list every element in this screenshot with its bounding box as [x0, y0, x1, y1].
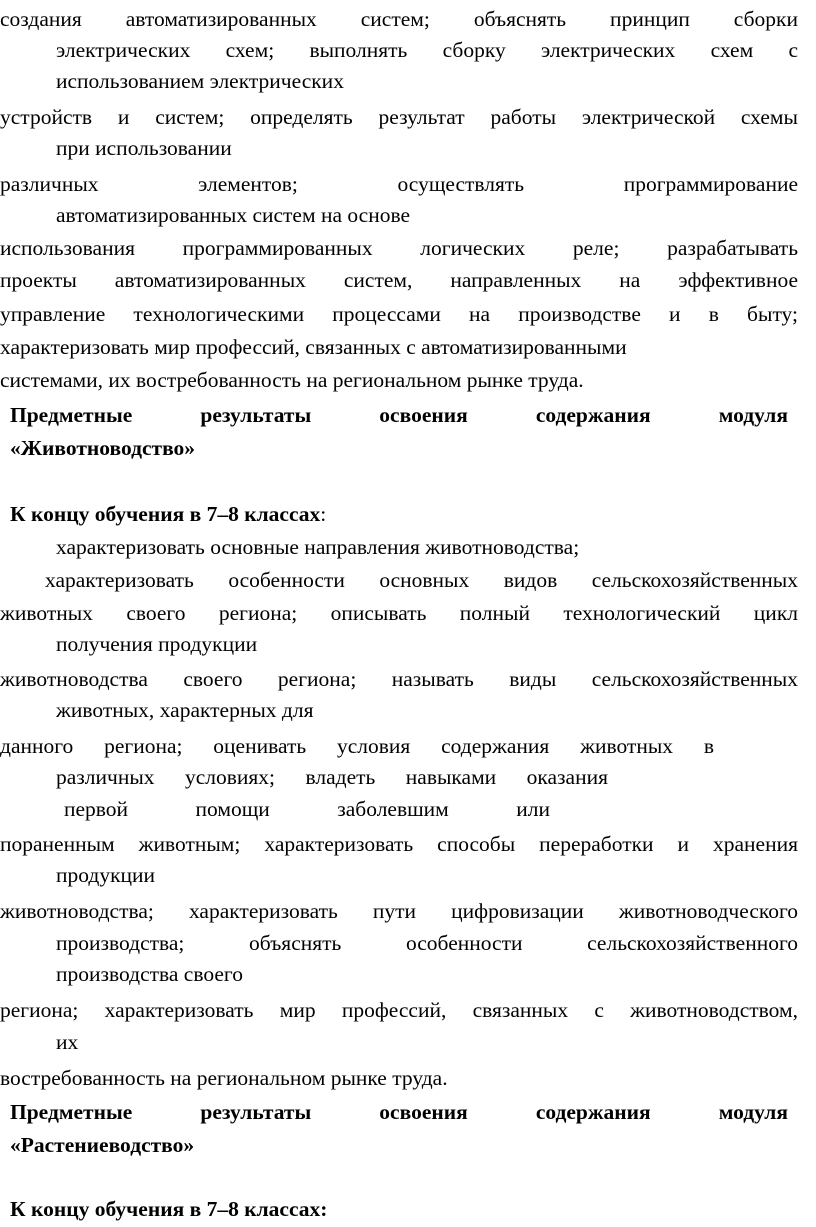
text-line: производства; объяснять особенности сельскохозяйственного [56, 931, 798, 955]
text-line: различных элементов; осуществлять программирование [0, 172, 798, 196]
text-line: получения продукции [56, 632, 258, 656]
text-line: проекты автоматизированных систем, направленных на эффективное [0, 268, 798, 292]
text-line: характеризовать основные направления животноводства; [56, 535, 580, 559]
text-line: создания автоматизированных систем; объяснять принцип сборки [0, 7, 798, 31]
section-heading: Предметные результаты освоения содержания модуля [10, 403, 788, 427]
section-heading: Предметные результаты освоения содержания модуля [10, 1100, 788, 1124]
text-line: различных условиях; владеть навыками оказания [56, 765, 608, 789]
text-line: данного региона; оценивать условия содержания животных в [0, 734, 714, 758]
text-line: управление технологическими процессами на производстве и в быту; [0, 302, 798, 326]
text-line: региона; характеризовать мир профессий, связанных с животноводством, [0, 998, 798, 1022]
text-line: устройств и систем; определять результат работы электрической схемы [0, 105, 798, 129]
text-line: использованием электрических [56, 69, 344, 93]
text-line: пораненным животным; характеризовать способы переработки и хранения [0, 832, 798, 856]
text-line: первой помощи заболевшим или [64, 797, 550, 821]
text-line: их [56, 1030, 79, 1054]
text-line: автоматизированных систем на основе [56, 203, 411, 227]
text-line: характеризовать мир профессий, связанных с автоматизированными [0, 335, 627, 359]
text-line: животных, характерных для [56, 698, 314, 722]
text-line: продукции [56, 863, 156, 887]
text-line: животноводства; характеризовать пути цифровизации животноводческого [0, 899, 798, 923]
subheading: К концу обучения в 7–8 классах: [10, 502, 327, 526]
text-line: при использовании [56, 136, 232, 160]
text-line: животноводства своего региона; называть виды сельскохозяйственных [0, 667, 798, 691]
text-line: характеризовать особенности основных видов сельскохозяйственных [45, 568, 798, 592]
text-line: использования программированных логических реле; разрабатывать [0, 236, 798, 260]
text-line: производства своего [56, 962, 243, 986]
section-heading: «Растениеводство» [10, 1133, 195, 1157]
text-line: электрических схем; выполнять сборку электрических схем с [56, 38, 798, 62]
section-heading: «Животноводство» [10, 436, 196, 460]
text-line: животных своего региона; описывать полный технологический цикл [0, 601, 798, 625]
text-line: системами, их востребованность на региональном рынке труда. [0, 368, 584, 392]
text-line: востребованность на региональном рынке труда. [0, 1066, 448, 1090]
subheading: К концу обучения в 7–8 классах: [10, 1197, 328, 1221]
